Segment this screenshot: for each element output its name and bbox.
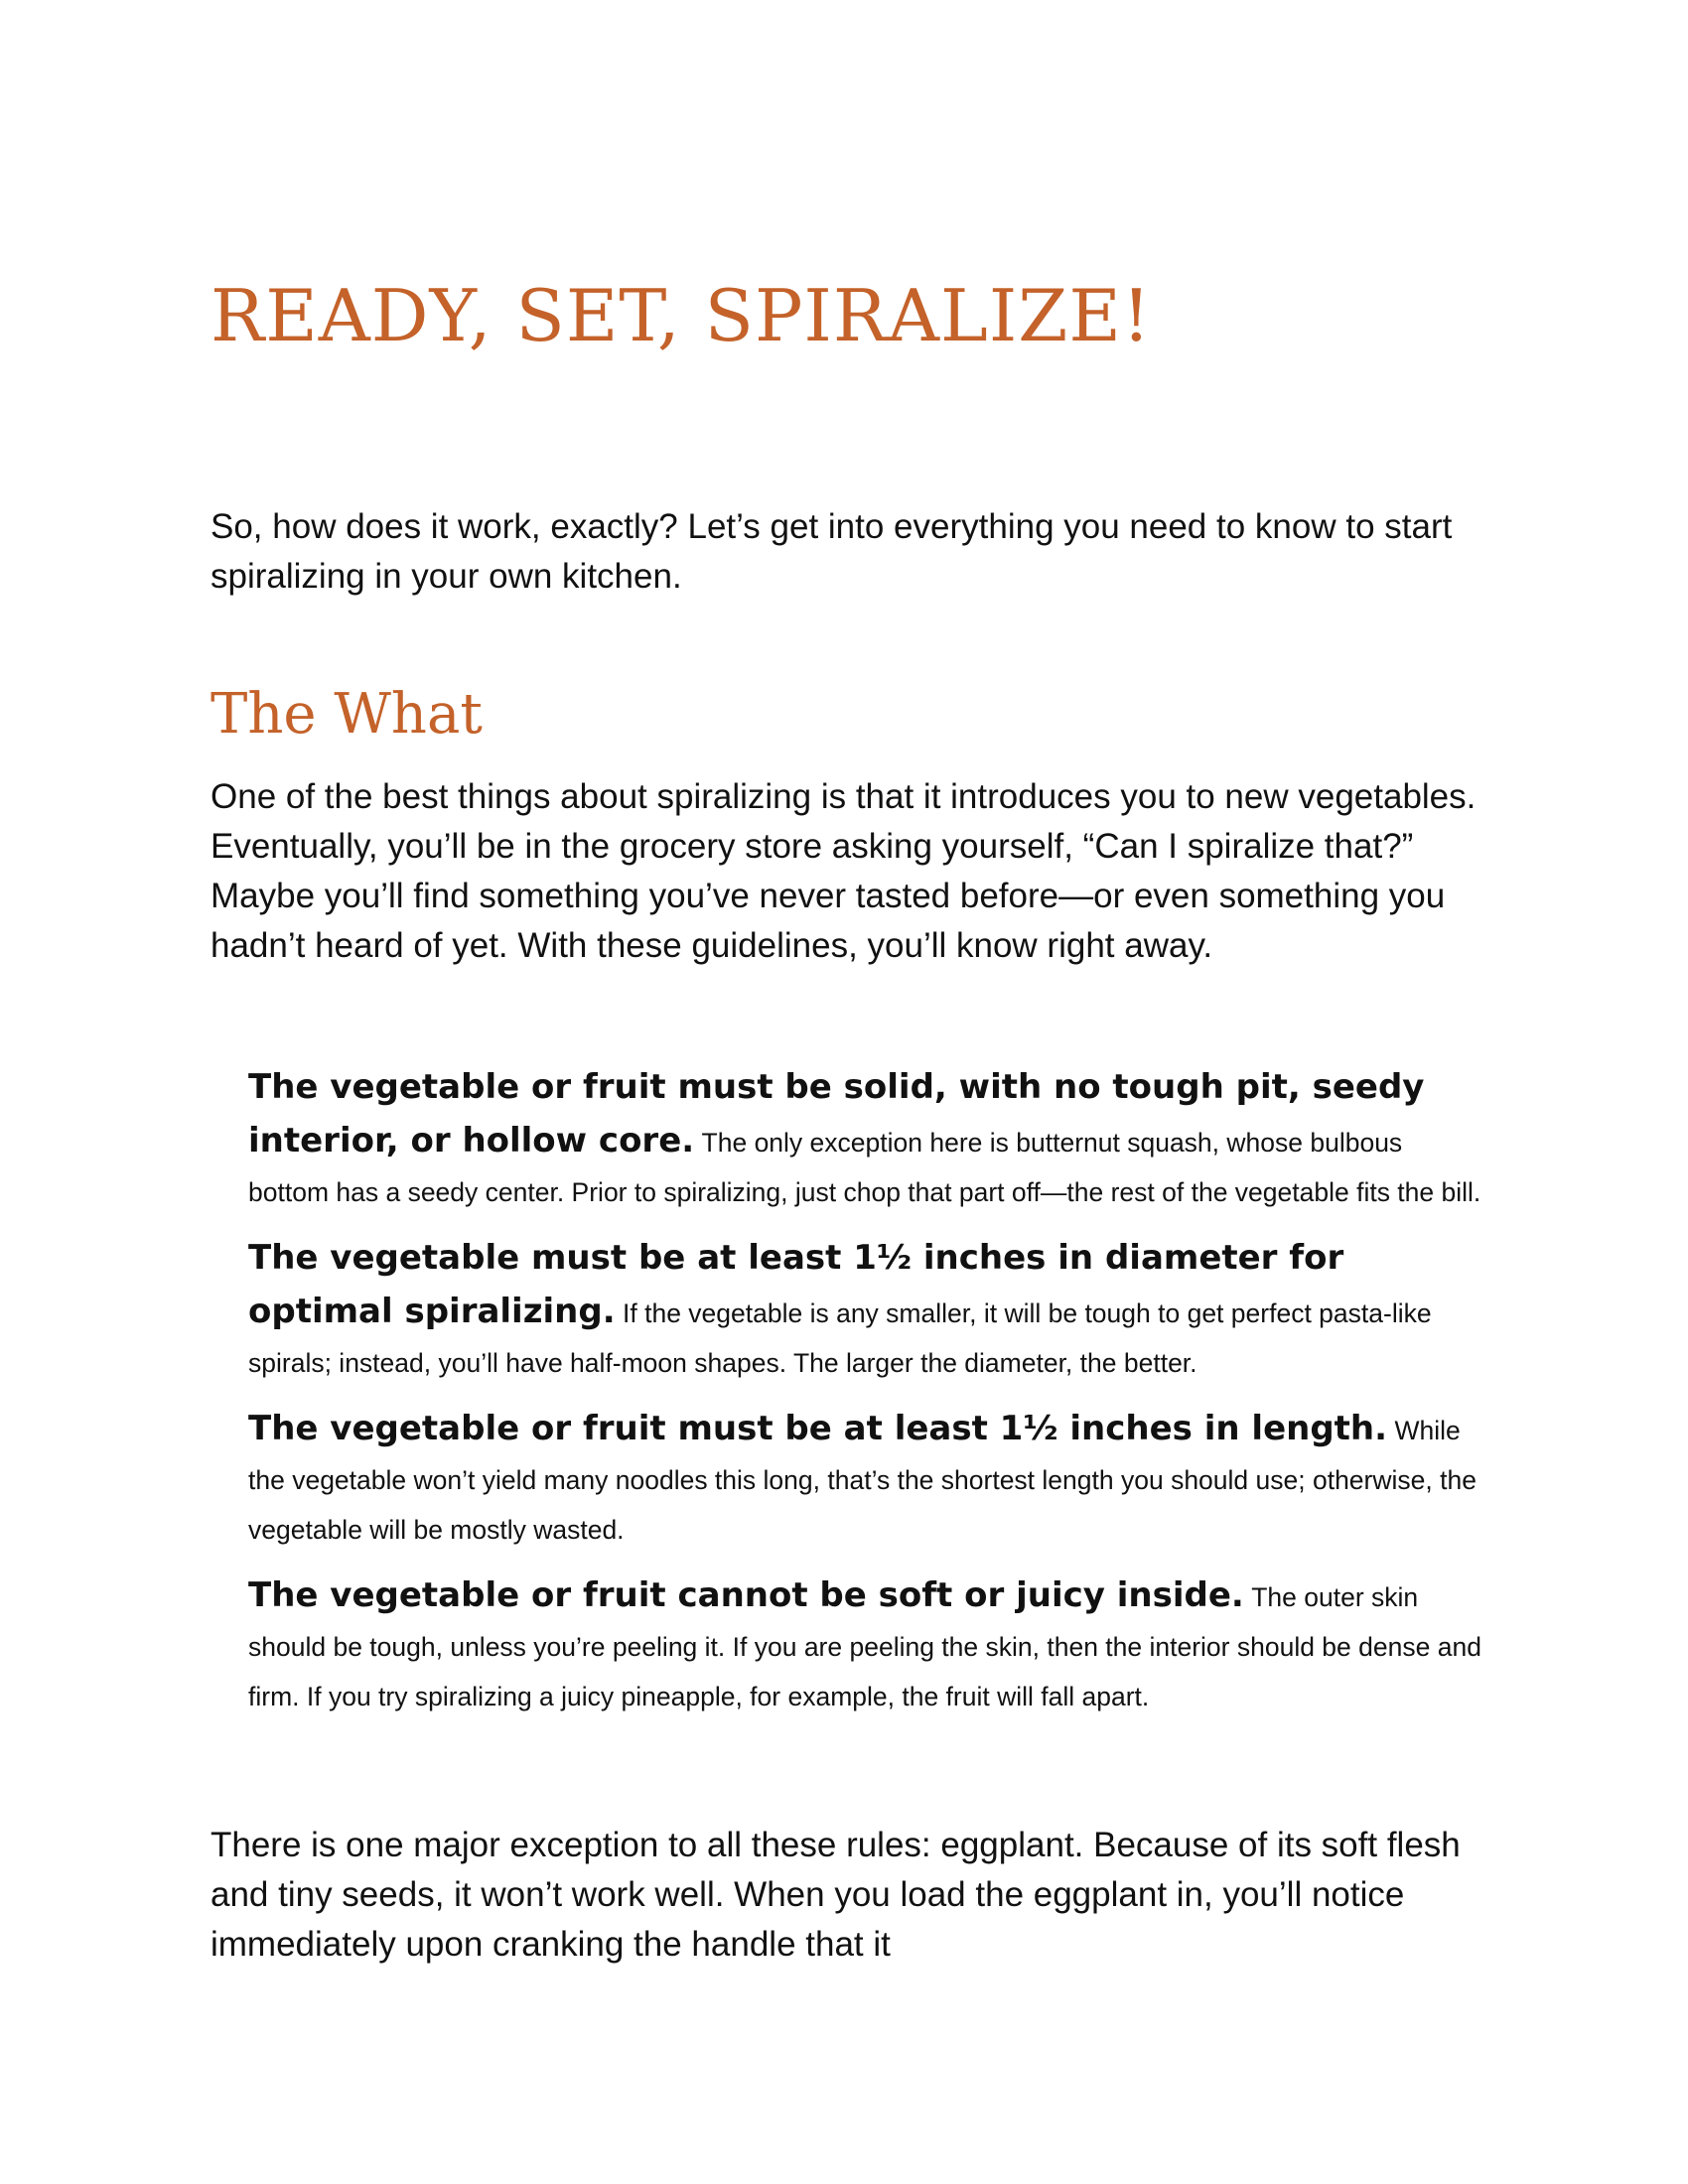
guideline-body: The outer skin should be tough, unless you’re peeling it. If you are peeling the skin, then the interior should be dense and firm. If you try spiralizing a juicy pineapple, for example, the fruit will fall apart. (248, 1582, 1481, 1711)
chapter-title: READY, SET, SPIRALIZE! (211, 274, 1152, 357)
closing-paragraph: There is one major exception to all these rules: eggplant. Because of its soft flesh and tiny seeds, it won’t work well. When you load the eggplant in, you’ll notice immediately upon cranking the handle that it (211, 1826, 1461, 1964)
guideline-body: While the vegetable won’t yield many noodles this long, that’s the shortest length you should use; otherwise, the vegetable will be mostly wasted. (248, 1416, 1477, 1545)
guideline-item (248, 1402, 1489, 1555)
guideline-body: The only exception here is butternut squash, whose bulbous bottom has a seedy center. Prior to spiralizing, just chop that part off—the rest of the vegetable fits the bill. (248, 1128, 1481, 1207)
section-intro: One of the best things about spiralizing is that it introduces you to new vegetables. Eventually, you’ll be in the grocery store asking yourself, “Can I spiralize that?” Maybe you’ll find something you’ve never tasted before—or even something you hadn’t heard of yet. With these guidelines, you’ll know right away. (211, 777, 1477, 965)
guideline-body: If the vegetable is any smaller, it will be tough to get perfect pasta-like spirals; instead, you’ll have half-moon shapes. The larger the diameter, the better. (248, 1298, 1432, 1378)
guidelines-list (248, 1060, 1489, 1735)
section-heading: The What (211, 682, 483, 747)
guideline-item (248, 1231, 1489, 1388)
guideline-item (248, 1569, 1489, 1721)
guideline-lead: The vegetable must be at least 1½ inches in diameter for optimal spiralizing. (248, 1238, 1344, 1331)
guideline-lead: The vegetable or fruit must be at least 1½ inches in length. (248, 1409, 1388, 1448)
guideline-item (248, 1060, 1489, 1217)
guideline-lead: The vegetable or fruit cannot be soft or juicy inside. (248, 1575, 1244, 1615)
guideline-lead: The vegetable or fruit must be solid, with no tough pit, seedy interior, or hollow core. (248, 1067, 1425, 1160)
chapter-intro: So, how does it work, exactly? Let’s get into everything you need to know to start spiralizing in your own kitchen. (211, 507, 1453, 596)
